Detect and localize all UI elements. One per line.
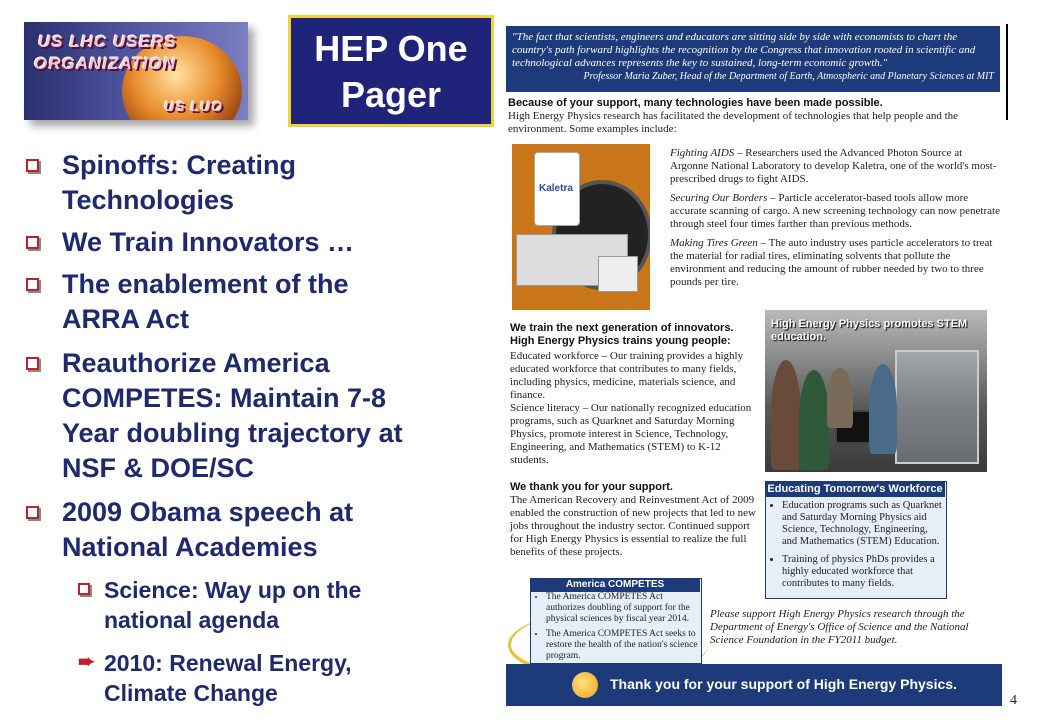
tech-item [670, 147, 1000, 186]
drug-bottle-label: Kaletra [539, 183, 573, 194]
student-figure [799, 370, 829, 470]
quote-banner [506, 26, 1000, 92]
checkbox-bullet-icon [26, 506, 39, 519]
footer-text: Thank you for your support of High Energy Physics. [610, 676, 957, 692]
page-number: 4 [1010, 693, 1017, 708]
education-item: • Training of physics PhDs provides a highly educated workforce that contributes to many fields. [782, 554, 942, 590]
thank-text [510, 494, 760, 559]
support-heading: Because of your support, many technologies have been made possible. [508, 97, 883, 109]
truck-cab-graphic [598, 256, 638, 292]
bullet-text: Spinoffs: Creating Technologies [62, 150, 296, 215]
sub-bullet-text: 2010: Renewal Energy, Climate Change [104, 650, 352, 706]
bullet-item [26, 346, 496, 486]
quote-text: "The fact that scientists, engineers and educators are sitting side by side with economists to chart the country's path forward highlights the recognition by the Congress that innovation rooted in scientific and technological advances represents the key to sustained, long-term economic growth." [512, 31, 976, 69]
thank-heading: We thank you for your support. [510, 481, 673, 493]
checkbox-bullet-icon [26, 278, 39, 291]
logo-line-1: US LHC USERS [38, 32, 177, 51]
logo-line-3: US LUO [164, 98, 223, 114]
technology-list [670, 147, 1000, 295]
tech-item-text: – The auto industry uses particle accelerators to treat the material for radial tires, eliminating solvents that pollute the environment and reducing the amount of rubber needed by two to three pounds per tire. [670, 237, 993, 288]
education-box-heading: Educating Tomorrow's Workforce [765, 481, 945, 497]
checkbox-bullet-icon [26, 357, 39, 370]
support-plea: Please support High Energy Physics research through the Department of Energy's Office of Science and the National Science Foundation in the FY2011 budget. [710, 608, 969, 646]
sub-bullet-item [78, 575, 448, 635]
sub-bullet-text: Science: Way up on the national agenda [104, 577, 362, 633]
train-item: Educated workforce – Our training provides a highly educated workforce that contributes to many fields, including physics, medicine, materials science, and finance. [510, 350, 744, 401]
bullet-text: 2009 Obama speech at National Academies [62, 497, 354, 562]
bullet-text: Reauthorize America COMPETES: Maintain 7-8 Year doubling trajectory at NSF & DOE/SC [62, 348, 403, 483]
competes-list [534, 592, 698, 666]
competes-item: • The America COMPETES Act seeks to restore the health of the nation's science program. [546, 629, 698, 662]
support-text [508, 110, 998, 136]
bullet-text: We Train Innovators … [62, 227, 355, 257]
arrow-bullet-icon: ➨ [78, 651, 95, 673]
bullet-item [26, 495, 446, 565]
comet-icon [572, 672, 598, 698]
tech-item [670, 192, 1000, 231]
tech-item-text: – Researchers used the Advanced Photon Source at Argonne National Laboratory to develop Kaletra, one of the world's most-prescribed drugs to fight AIDS. [670, 147, 997, 185]
quote-attribution: Professor Maria Zuber, Head of the Department of Earth, Atmospheric and Planetary Sciences at MIT [583, 71, 994, 82]
support-paragraph: High Energy Physics research has facilitated the development of technologies that help people and the environment. Some examples include: [508, 110, 959, 135]
tech-item-text: – Particle accelerator-based tools allow more accurate scanning of cargo. A new screening technology can now penetrate through steel four times farther than previous methods. [670, 192, 1000, 230]
checkbox-bullet-icon [26, 236, 39, 249]
train-heading: We train the next generation of innovators. High Energy Physics trains young people: [510, 322, 734, 347]
vertical-divider [1006, 24, 1008, 120]
tech-item-title: Fighting AIDS [670, 147, 735, 159]
technology-image [512, 144, 650, 310]
student-figure [827, 368, 853, 428]
stem-education-photo [765, 310, 987, 472]
thank-paragraph: The American Recovery and Reinvestment Act of 2009 enabled the construction of new projects that led to new jobs throughout the industry sector. Continued support for High Energy Physics is essential to realize the full benefits of these projects. [510, 494, 756, 558]
apparatus-graphic [895, 350, 979, 464]
student-figure [771, 360, 801, 470]
bullet-item [26, 267, 426, 337]
bullet-text: The enablement of the ARRA Act [62, 269, 349, 334]
tech-item [670, 237, 1000, 289]
slide-title [288, 15, 494, 127]
train-item: Science literacy – Our nationally recognized education programs, such as Quarknet and Saturday Morning Physics, promote interest in Science, Technology, Engineering, and Mathematics (STEM) to K-12 students. [510, 402, 752, 466]
tech-item-title: Securing Our Borders [670, 192, 768, 204]
stem-photo-caption: High Energy Physics promotes STEM education. [771, 318, 968, 343]
student-figure [869, 364, 897, 454]
drug-bottle-graphic [534, 152, 580, 226]
bullet-item [26, 148, 356, 218]
slide-title-line-2: Pager [340, 74, 442, 115]
logo-line-2: ORGANIZATION [34, 54, 177, 73]
tech-item-title: Making Tires Green [670, 237, 758, 249]
us-luo-logo [24, 22, 248, 120]
competes-box-heading: America COMPETES [530, 578, 700, 592]
competes-item: • The America COMPETES Act authorizes doubling of support for the physical sciences by fiscal year 2014. [546, 592, 698, 625]
train-list [510, 350, 760, 467]
slide-title-line-1: HEP One [314, 28, 468, 69]
bullet-item [26, 225, 426, 260]
checkbox-bullet-icon [26, 159, 39, 172]
education-list [770, 500, 942, 596]
sub-bullet-item [78, 648, 448, 708]
checkbox-bullet-icon [78, 583, 90, 595]
education-item: • Education programs such as Quarknet and Saturday Morning Physics aid Science, Technology, Engineering, and Mathematics (STEM) Education. [782, 500, 942, 548]
